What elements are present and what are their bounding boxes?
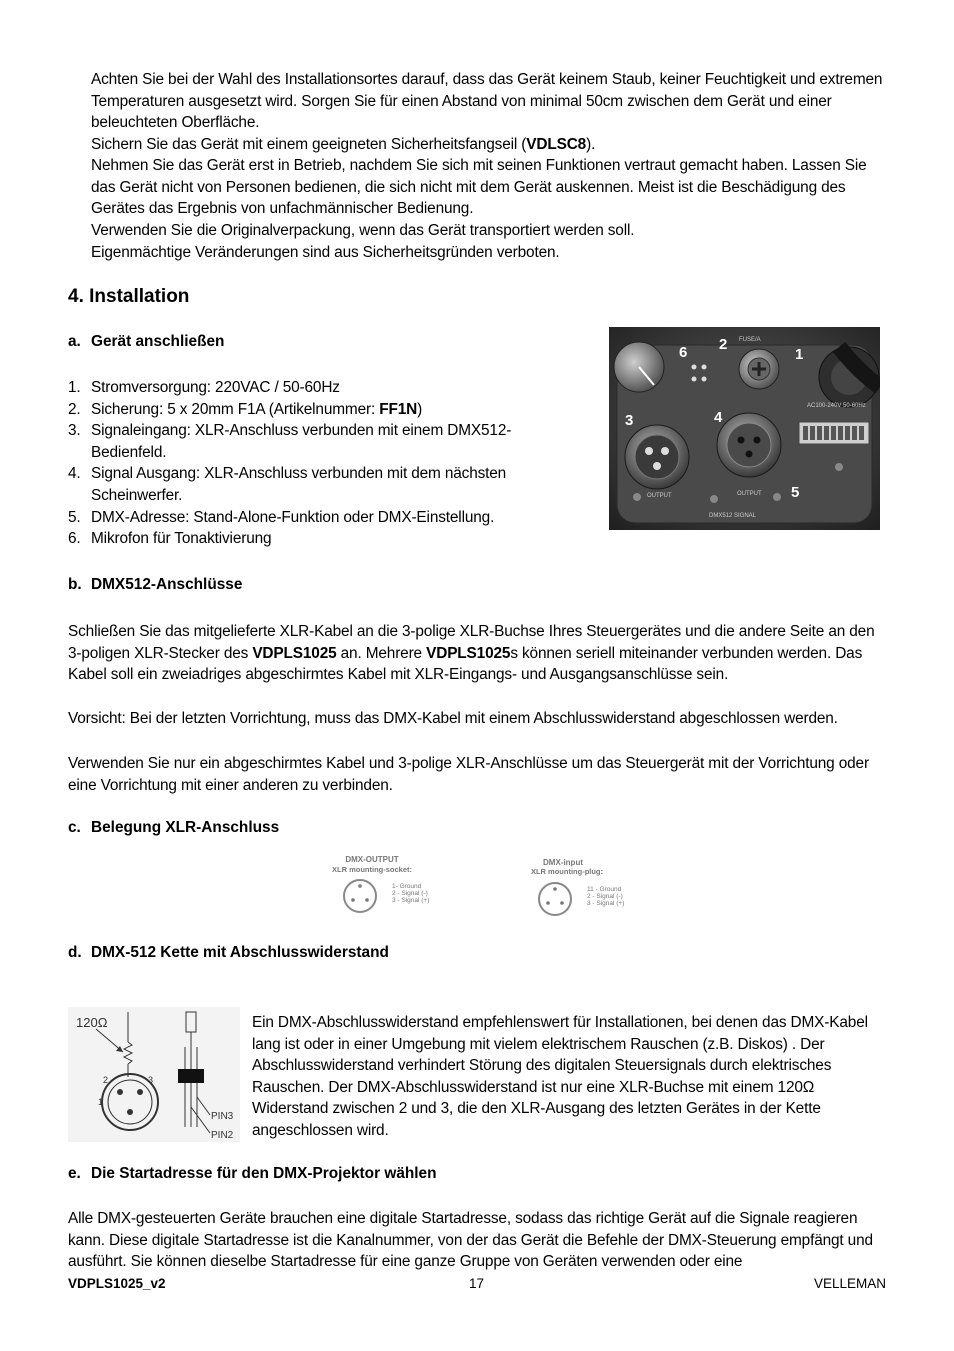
pin-label-1: 1 (98, 1097, 104, 1107)
list-item: 6. Mikrofon für Tonaktivierung (68, 530, 272, 548)
xlr-right-title-1: DMX-input (543, 858, 583, 867)
photo-text-power: AC100-240V 50-60Hz (807, 403, 866, 409)
xlr-pinout-illustration (315, 853, 645, 923)
list-item: 2. Sicherung: 5 x 20mm F1A (Artikelnummer: FF1N) (68, 400, 423, 418)
xlr-left-line-1: 1- Ground (392, 883, 422, 890)
subheading-d: d. DMX-512 Kette mit Abschlusswiderstand (68, 944, 389, 961)
list-item: 3. Signaleingang: XLR-Anschluss verbunden mit einem DMX512-Bedienfeld. (68, 422, 512, 461)
photo-text-fuse: FUSE/A (739, 337, 761, 343)
photo-label-5: 5 (791, 484, 800, 501)
terminator-figure (68, 1007, 240, 1142)
photo-label-3: 3 (625, 412, 634, 429)
terminator-illustration (68, 1007, 240, 1142)
resistor-value-label: 120Ω (76, 1015, 108, 1030)
subheading-c: c. Belegung XLR-Anschluss (68, 819, 280, 836)
footer-model: VDPLS1025_v2 (68, 1276, 166, 1291)
footer-page-number: 17 (469, 1276, 485, 1291)
dmx-paragraph-1: Schließen Sie das mitgelieferte XLR-Kabel an die 3-polige XLR-Buchse Ihres Steuergerätes und die andere Seite an den 3-poligen XLR-Stecker des VDPLS1025 an. Mehrere VDPLS1025s können seriell miteinander verbunden werden. Das Kabel soll ein zweiadriges abgeschirmtes Kabel mit XLR-Eingangs- und Ausgangsanschlüsse sein. (68, 623, 875, 684)
xlr-left-line-3: 3 - Signal (+) (392, 897, 430, 904)
heatshrink-icon (178, 1069, 204, 1083)
photo-text-signal: DMX512 SIGNAL (709, 513, 757, 519)
xlr-left-title-1: DMX-OUTPUT (345, 855, 399, 864)
pin2-label: PIN2 (211, 1130, 234, 1141)
startaddress-paragraph: Alle DMX-gesteuerten Geräte brauchen eine digitale Startadresse, sodass das richtige Gerät auf die Signale reagieren kann. Diese digitale Startadresse ist die Kanalnummer, von der das Gerät die Befehle der DMX-Steuerung empfängt und ausführt. Sie können dieselbe Startadresse für eine ganze Gruppe von Geräten verwenden oder eine (68, 1210, 873, 1271)
intro-paragraph-4: Verwenden Sie die Originalverpackung, wenn das Gerät transportiert werden soll. (91, 222, 635, 239)
photo-label-2: 2 (719, 336, 728, 353)
photo-label-4: 4 (714, 409, 723, 426)
photo-label-6: 6 (679, 344, 688, 361)
list-item: 4. Signal Ausgang: XLR-Anschluss verbunden mit dem nächsten Scheinwerfer. (68, 465, 507, 504)
back-panel-illustration (609, 327, 880, 530)
xlr-left-title-2: XLR mounting-socket: (332, 865, 412, 874)
intro-paragraph-2: Sichern Sie das Gerät mit einem geeigneten Sicherheitsfangseil (VDLSC8). (91, 136, 596, 153)
pin-label-2: 2 (103, 1075, 109, 1085)
dmx-paragraph-3: Verwenden Sie nur ein abgeschirmtes Kabel und 3-polige XLR-Anschlüsse um das Steuergerät mit der Vorrichtung oder eine Vorrichtung mit einer anderen zu verbinden. (68, 755, 869, 794)
xlr-right-line-2: 2 - Signal (-) (587, 893, 623, 900)
xlr-right-line-3: 3 - Signal (+) (587, 900, 625, 907)
photo-text-input: OUTPUT (737, 491, 762, 497)
dmx-paragraph-2: Vorsicht: Bei der letzten Vorrichtung, muss das DMX-Kabel mit einem Abschlusswiderstand abgeschlossen werden. (68, 710, 838, 727)
list-item: 5. DMX-Adresse: Stand-Alone-Funktion oder DMX-Einstellung. (68, 508, 495, 526)
photo-label-1: 1 (795, 346, 804, 363)
xlr-plug-icon (539, 883, 571, 915)
intro-paragraph-3: Nehmen Sie das Gerät erst in Betrieb, nachdem Sie sich mit seinen Funktionen vertraut gemacht haben. Lassen Sie das Gerät nicht von Personen bedienen, die sich nicht mit dem Gerät auskennen. Meist ist die Beschädigung des Gerätes das Ergebnis von unfachmännischer Bedienung. (91, 157, 867, 218)
xlr-socket-icon (344, 880, 376, 912)
xlr-right-line-1: 11 - Ground (587, 886, 622, 893)
footer-brand: VELLEMAN (813, 1276, 886, 1291)
terminator-paragraph: Ein DMX-Abschlusswiderstand empfehlenswert für Installationen, bei denen das DMX-Kabel lang ist oder in einer Umgebung mit vielem elektrischem Rauschen (z.B. Diskos) . Der Abschlusswiderstand verhindert Störung des digitalen Steuersignals durch elektrisches Rauschen. Der DMX-Abschlusswiderstand ist nur eine XLR-Buchse mit einem 120Ω Widerstand zwischen 2 und 3, die den XLR-Ausgang des letzten Gerätes in der Kette angeschlossen wird. (252, 1014, 868, 1139)
pin-label-3: 3 (148, 1075, 154, 1085)
device-back-panel-photo (609, 327, 880, 530)
list-item: 1. Stromversorgung: 220VAC / 50-60Hz (68, 379, 340, 396)
xlr-left-line-2: 2 - Signal (-) (392, 890, 428, 897)
intro-paragraph-1: Achten Sie bei der Wahl des Installationsortes darauf, dass das Gerät keinem Staub, keiner Feuchtigkeit und extremen Temperaturen ausgesetzt wird. Sorgen Sie für einen Abstand von minimal 50cm zwischen dem Gerät und einer beleuchteten Oberfläche. (91, 71, 883, 132)
intro-paragraph-5: Eigenmächtige Veränderungen sind aus Sicherheitsgründen verboten. (91, 244, 560, 261)
xlr-pinout-figure (315, 853, 645, 923)
pin3-label: PIN3 (211, 1111, 234, 1122)
photo-text-output: OUTPUT (647, 493, 672, 499)
subheading-b: b. DMX512-Anschlüsse (68, 576, 243, 593)
section-heading-installation: 4. Installation (68, 286, 190, 307)
subheading-a: a. Gerät anschließen (68, 333, 225, 350)
subheading-e: e. Die Startadresse für den DMX-Projektor wählen (68, 1165, 437, 1182)
connection-list (68, 377, 548, 550)
xlr-right-title-2: XLR mounting-plug: (530, 867, 604, 876)
